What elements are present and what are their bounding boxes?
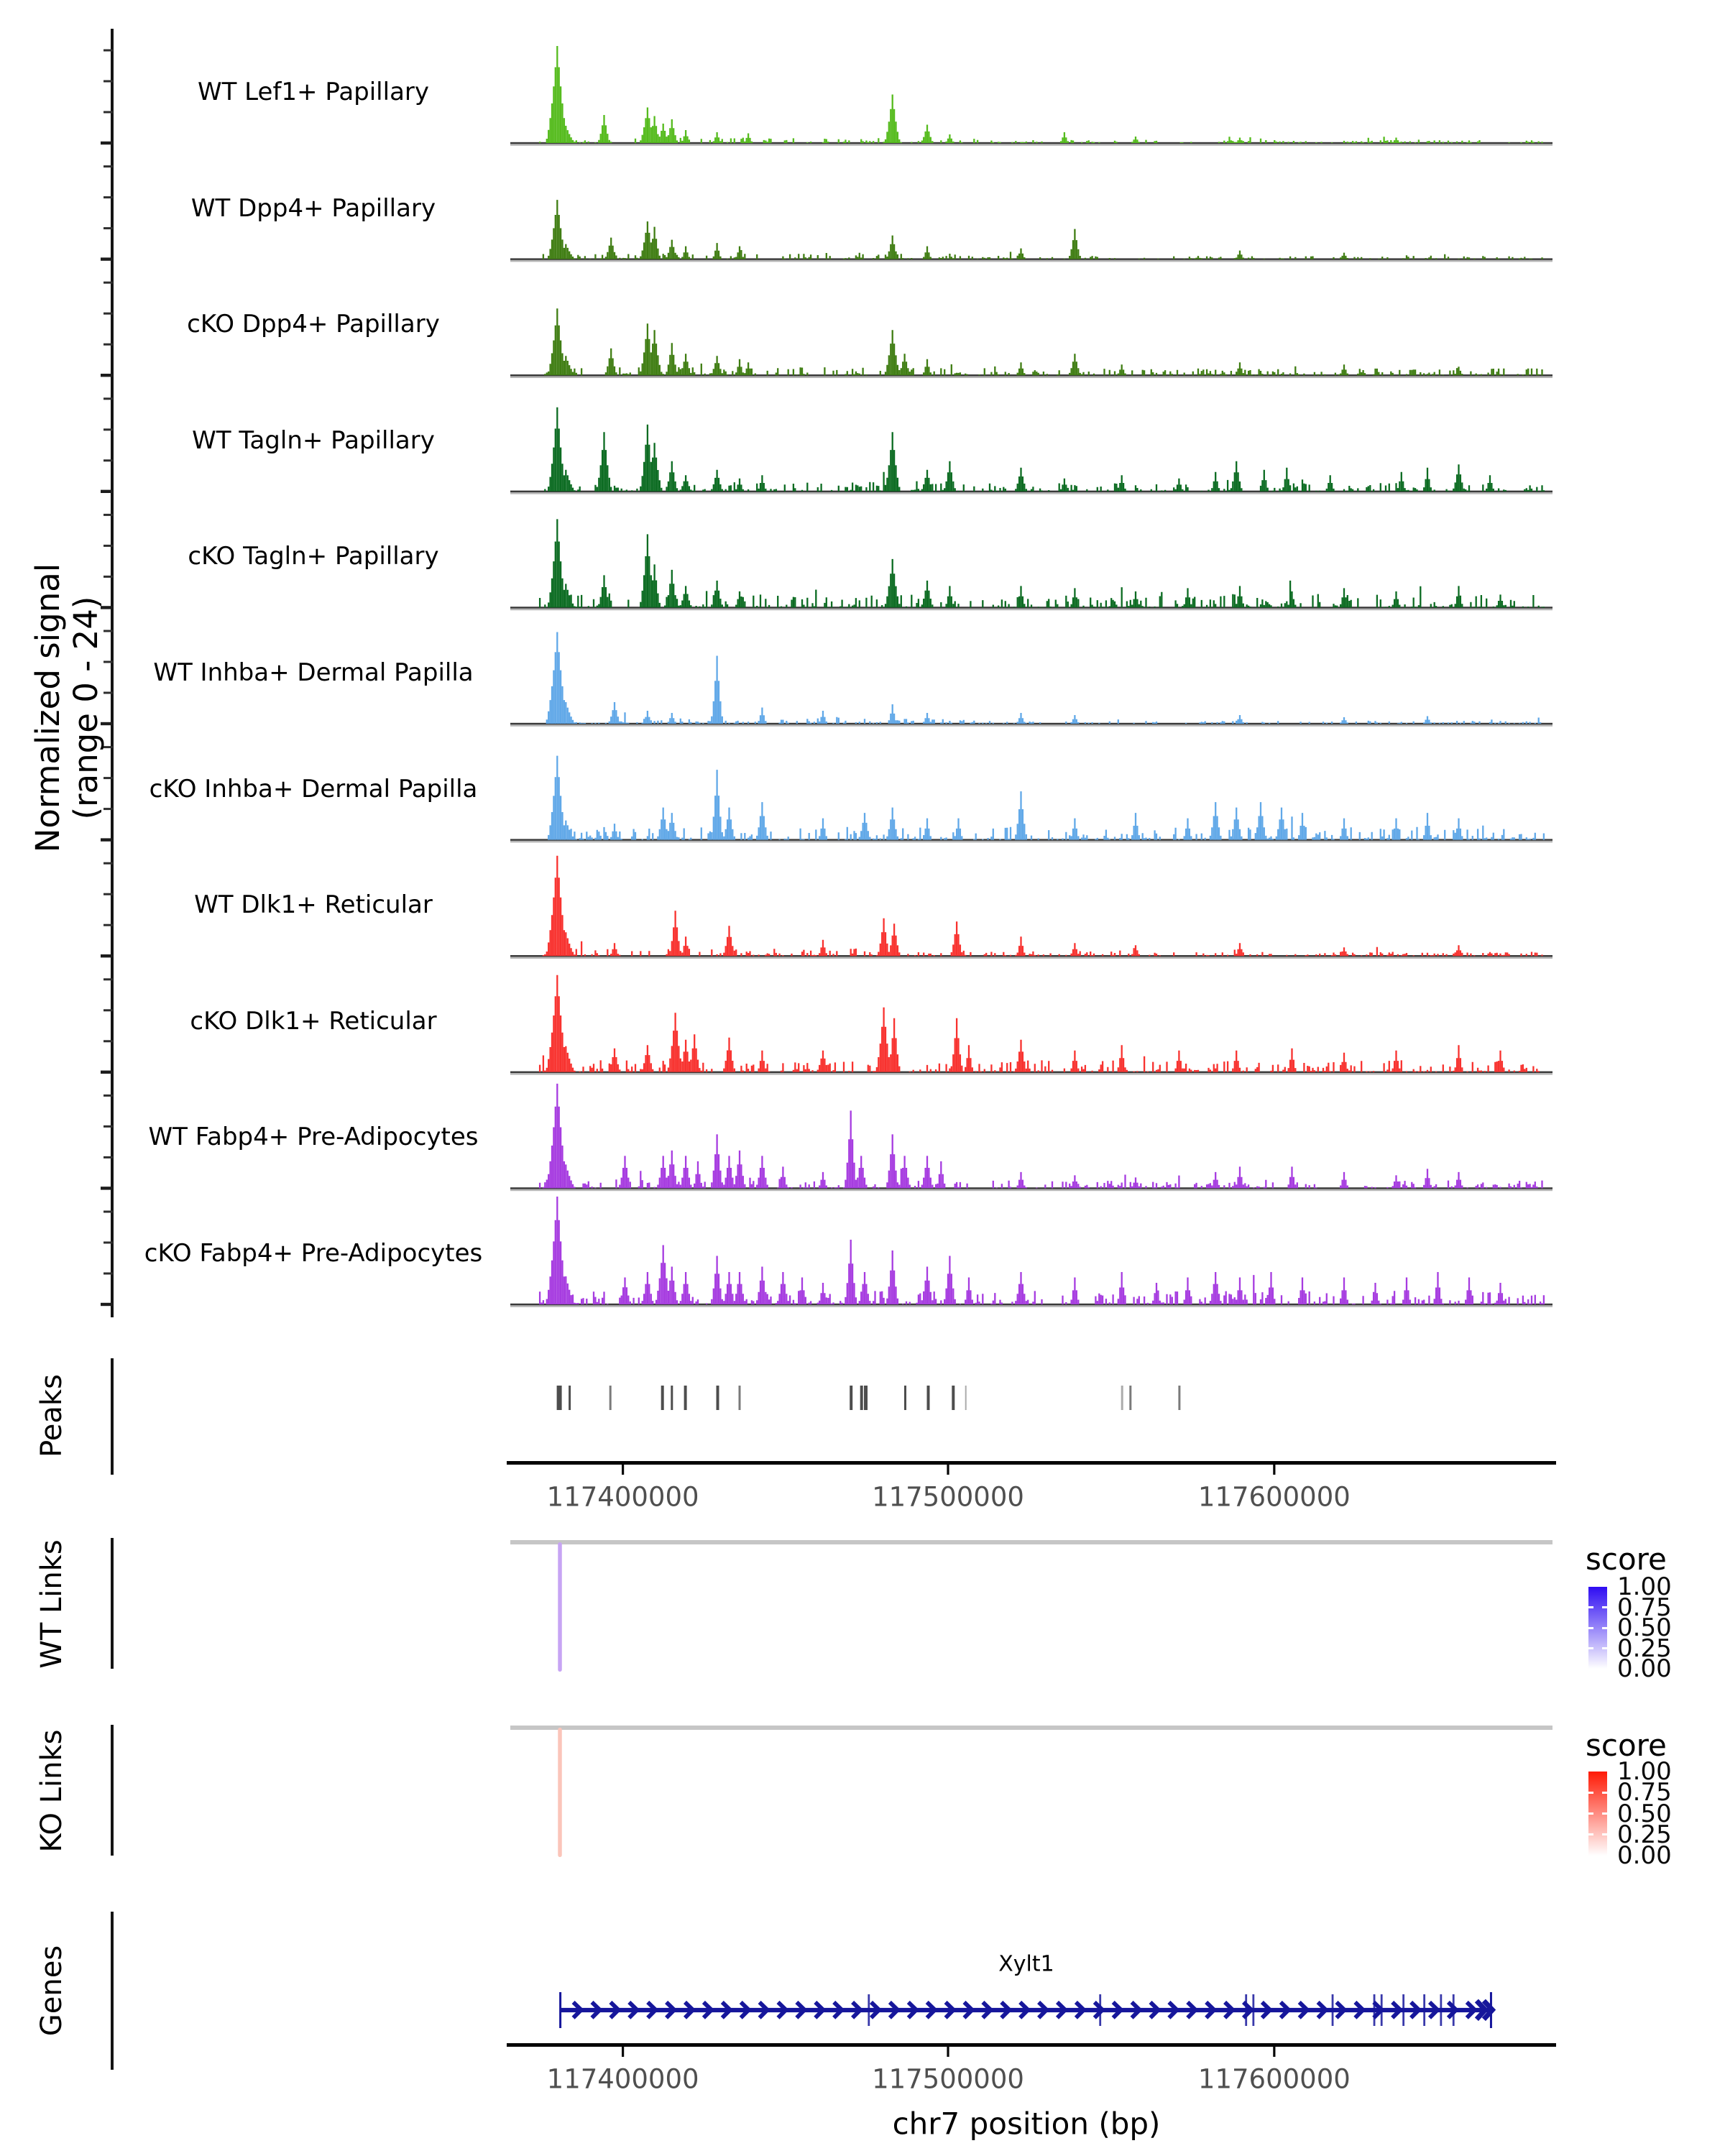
y-axis-minor-tick — [104, 514, 113, 516]
y-axis-major-tick — [101, 142, 113, 144]
y-axis-minor-tick — [104, 227, 113, 229]
y-axis-minor-tick — [104, 313, 113, 315]
peak-mark — [965, 1386, 967, 1410]
peak-mark — [850, 1386, 852, 1410]
legend-bar-tick — [1602, 1792, 1607, 1794]
signal-y-axis-line — [111, 29, 114, 1317]
signal-track-10 — [540, 1084, 1542, 1189]
y-axis-minor-tick — [104, 282, 113, 284]
peak-mark — [610, 1386, 612, 1410]
peak-mark — [739, 1386, 741, 1410]
track-label-6: WT Inhba+ Dermal Papilla — [153, 658, 474, 687]
section-bracket-wt-links — [111, 1538, 114, 1669]
signal-track-11 — [540, 1197, 1544, 1304]
y-axis-minor-tick — [104, 978, 113, 980]
gene-exon-tick — [1381, 1994, 1383, 2026]
y-axis-minor-tick — [104, 1125, 113, 1128]
gene-exon-tick — [1453, 1994, 1455, 2026]
signal-track-2 — [543, 200, 1542, 259]
y-axis-major-tick — [101, 1303, 113, 1306]
gene-exon-tick — [1245, 1994, 1247, 2026]
y-axis-minor-tick — [104, 397, 113, 400]
y-axis-title — [29, 563, 105, 853]
gene-exon-tick — [1252, 1994, 1254, 2026]
signal-track-7 — [548, 756, 1544, 840]
legend-bar-tick — [1588, 1606, 1593, 1608]
wt-score-gradient-bar — [1588, 1587, 1607, 1669]
y-axis-major-tick — [101, 1187, 113, 1189]
position-tick-label: 117600000 — [1197, 1481, 1351, 1513]
wt-score-legend-label: 1.00 — [1617, 1572, 1672, 1601]
peak-mark — [717, 1386, 719, 1410]
ko-score-legend-label: 0.75 — [1617, 1778, 1672, 1807]
peak-mark — [569, 1386, 571, 1410]
peak-mark — [952, 1386, 954, 1410]
section-label-genes: Genes — [35, 1945, 68, 2037]
peak-mark — [860, 1386, 863, 1410]
y-axis-major-tick — [101, 257, 113, 260]
gene-exon-tick — [1374, 1994, 1376, 2026]
peak-mark — [661, 1386, 664, 1410]
legend-bar-tick — [1588, 1792, 1593, 1794]
signal-track-6 — [547, 632, 1540, 724]
position-axis-line — [507, 2043, 1556, 2047]
y-axis-major-tick — [101, 954, 113, 957]
gene-exon-tick — [1440, 1994, 1442, 2026]
position-tick-label: 117500000 — [872, 1481, 1024, 1513]
position-axis-tick — [1273, 1465, 1275, 1475]
track-label-1: WT Lef1+ Papillary — [197, 78, 430, 106]
section-label-wt-links: WT Links — [35, 1539, 68, 1669]
y-axis-minor-tick — [104, 196, 113, 198]
y-axis-minor-tick — [104, 1009, 113, 1011]
x-axis-title: chr7 position (bp) — [892, 2106, 1161, 2142]
ko-score-legend-title: score — [1586, 1728, 1667, 1763]
track-label-3: cKO Dpp4+ Papillary — [187, 310, 440, 339]
peak-mark — [904, 1386, 906, 1410]
y-axis-minor-tick — [104, 1040, 113, 1042]
peak-mark — [671, 1386, 673, 1410]
position-axis-tick — [622, 1465, 624, 1475]
y-axis-major-tick — [101, 490, 113, 493]
wt-score-legend-label: 0.75 — [1617, 1593, 1672, 1622]
section-bracket-peaks — [111, 1358, 114, 1475]
section-bracket-ko-links — [111, 1725, 114, 1856]
wt-score-legend-title: score — [1586, 1542, 1667, 1577]
y-axis-minor-tick — [104, 50, 113, 52]
legend-bar-tick — [1588, 1812, 1593, 1815]
ko-links-top-bar — [510, 1726, 1552, 1730]
section-bracket-genes — [111, 1912, 114, 2070]
track-label-8: WT Dlk1+ Reticular — [194, 890, 433, 920]
ko-score-legend-label: 0.25 — [1617, 1820, 1672, 1849]
legend-bar-tick — [1602, 1627, 1607, 1629]
y-axis-minor-tick — [104, 1273, 113, 1275]
ko-score-legend-label: 1.00 — [1617, 1757, 1672, 1786]
position-tick-label: 117400000 — [546, 2063, 699, 2095]
wt-link-line — [558, 1542, 562, 1672]
y-axis-minor-tick — [104, 545, 113, 547]
peak-mark — [1178, 1386, 1180, 1410]
gene-start-tick — [559, 1992, 561, 2028]
y-axis-minor-tick — [104, 459, 113, 461]
y-axis-title-line1: Normalized signal — [28, 563, 67, 853]
position-axis-line — [507, 1461, 1556, 1465]
signal-track-5 — [540, 519, 1544, 607]
position-axis-tick — [622, 2047, 624, 2057]
signal-track-1 — [540, 46, 1542, 143]
legend-bar-tick — [1602, 1606, 1607, 1608]
position-tick-label: 117400000 — [546, 1481, 699, 1513]
gene-exon-tick — [868, 1994, 870, 2026]
signal-track-8 — [543, 856, 1542, 957]
y-axis-minor-tick — [104, 1211, 113, 1213]
y-axis-minor-tick — [104, 862, 113, 865]
y-axis-minor-tick — [104, 1242, 113, 1244]
y-axis-minor-tick — [104, 428, 113, 430]
section-label-peaks: Peaks — [35, 1374, 68, 1457]
track-label-5: cKO Tagln+ Papillary — [188, 542, 439, 571]
legend-bar-tick — [1588, 1833, 1593, 1835]
track-label-7: cKO Inhba+ Dermal Papilla — [149, 774, 478, 803]
track-label-2: WT Dpp4+ Papillary — [190, 193, 436, 223]
y-axis-minor-tick — [104, 1095, 113, 1097]
ko-score-legend-label: 0.50 — [1617, 1799, 1672, 1828]
peak-mark — [1129, 1386, 1131, 1410]
position-tick-label: 117500000 — [872, 2063, 1024, 2095]
track-label-11: cKO Fabp4+ Pre-Adipocytes — [144, 1239, 483, 1268]
y-axis-major-tick — [101, 374, 113, 377]
gene-exon-tick — [1402, 1994, 1404, 2026]
ko-score-legend-label: 0.00 — [1617, 1841, 1672, 1871]
section-label-ko-links: KO Links — [35, 1729, 68, 1853]
wt-links-top-bar — [510, 1540, 1552, 1544]
gene-name-label: Xylt1 — [998, 1951, 1054, 1977]
peak-mark — [684, 1386, 687, 1410]
position-axis-tick — [947, 2047, 949, 2057]
peak-mark — [864, 1386, 868, 1410]
track-label-4: WT Tagln+ Papillary — [192, 425, 435, 455]
legend-bar-tick — [1602, 1833, 1607, 1835]
legend-bar-tick — [1602, 1812, 1607, 1815]
y-axis-minor-tick — [104, 165, 113, 167]
y-axis-minor-tick — [104, 111, 113, 114]
peak-mark — [557, 1386, 562, 1410]
legend-bar-tick — [1588, 1647, 1593, 1649]
peak-mark — [1121, 1386, 1123, 1410]
y-axis-major-tick — [101, 1071, 113, 1074]
y-axis-title-line2: (range 0 - 24) — [67, 596, 105, 820]
y-axis-minor-tick — [104, 80, 113, 83]
legend-bar-tick — [1602, 1647, 1607, 1649]
peak-mark — [927, 1386, 930, 1410]
position-axis-tick — [947, 1465, 949, 1475]
wt-score-legend-label: 0.50 — [1617, 1613, 1672, 1642]
ko-score-gradient-bar — [1588, 1772, 1607, 1856]
wt-score-legend-label: 0.00 — [1617, 1654, 1672, 1683]
y-axis-minor-tick — [104, 893, 113, 895]
y-axis-minor-tick — [104, 1156, 113, 1158]
signal-track-4 — [545, 407, 1544, 492]
y-axis-minor-tick — [104, 344, 113, 346]
track-label-9: cKO Dlk1+ Reticular — [190, 1006, 437, 1036]
gene-exon-tick — [1423, 1994, 1425, 2026]
y-axis-minor-tick — [104, 924, 113, 926]
legend-bar-tick — [1588, 1627, 1593, 1629]
gene-exon-tick — [1099, 1994, 1101, 2026]
signal-track-3 — [545, 308, 1542, 375]
ko-link-line — [558, 1728, 562, 1857]
position-tick-label: 117600000 — [1197, 2063, 1351, 2095]
gene-end-tick — [1490, 1992, 1492, 2028]
track-label-10: WT Fabp4+ Pre-Adipocytes — [148, 1123, 479, 1152]
gene-exon-tick — [1332, 1994, 1334, 2026]
wt-score-legend-label: 0.25 — [1617, 1634, 1672, 1663]
position-axis-tick — [1273, 2047, 1275, 2057]
signal-track-9 — [540, 975, 1539, 1072]
